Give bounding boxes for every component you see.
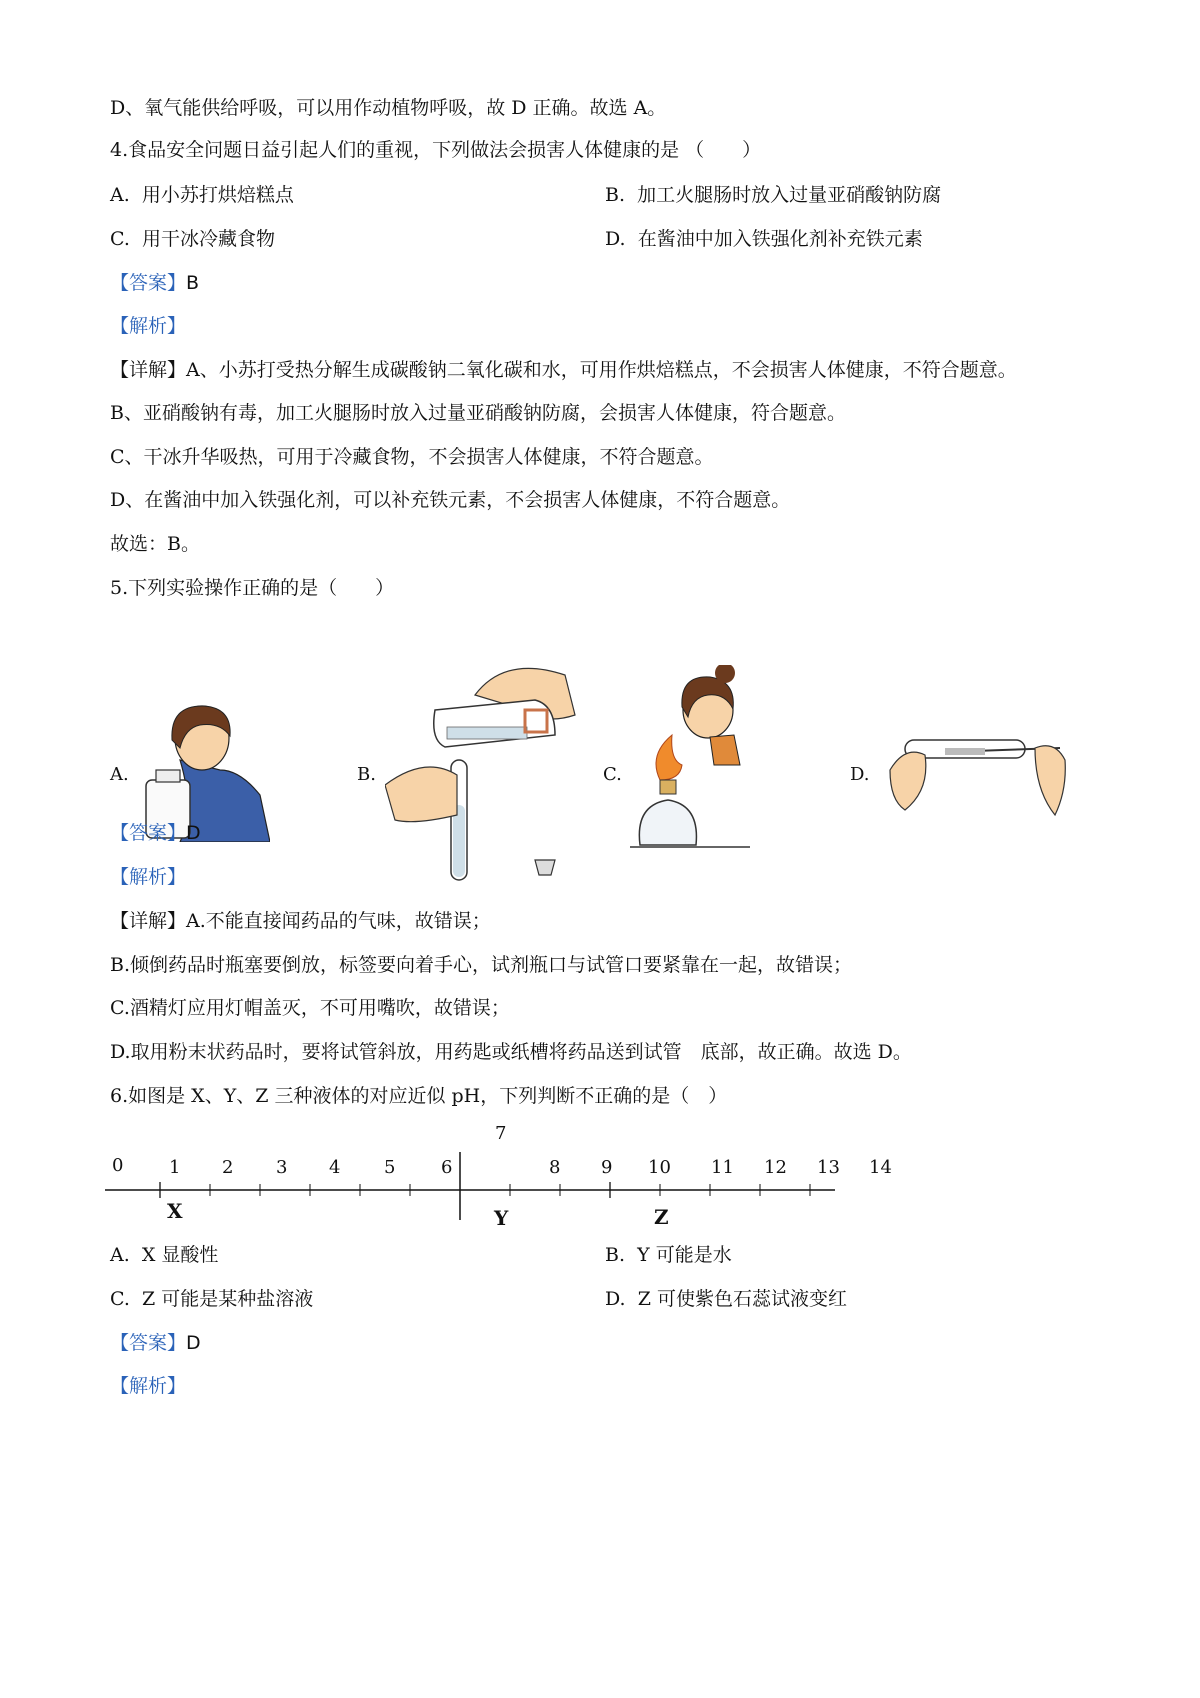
q4-option-d-text: 在酱油中加入铁强化剂补充铁元素 [637, 228, 923, 250]
ph-tick-label-13: 13 [817, 1157, 840, 1178]
q4-detail-2: C、干冰升华吸热，可用于冷藏食物，不会损害人体健康，不符合题意。 [110, 446, 714, 468]
q4-option-b-text: 加工火腿肠时放入过量亚硝酸钠防腐 [637, 184, 942, 206]
q5-figure-d-powder-tube [885, 730, 1070, 825]
q6-option-b [605, 1242, 732, 1268]
q5-figure-a-label: A. [110, 764, 129, 785]
q5-figure-b-pouring-liquid [385, 655, 585, 885]
ph-tick-label-9: 9 [601, 1157, 613, 1178]
q4-option-d-letter: D. [605, 228, 626, 250]
ph-tick-label-4: 4 [329, 1157, 341, 1178]
q4-detail-text-0: A、小苏打受热分解生成碳酸钠二氧化碳和水，可用作烘焙糕点，不会损害人体健康，不符合题意。 [186, 359, 1017, 381]
ph-marker-y: Y [494, 1206, 509, 1230]
ph-tick-label-0: 0 [112, 1155, 124, 1176]
q4-option-d [605, 226, 923, 252]
q4-option-b [605, 182, 941, 208]
ph-tick-label-8: 8 [549, 1157, 561, 1178]
ph-marker-x: X [167, 1199, 183, 1223]
q4-detail-tag: 【详解】 [110, 359, 187, 381]
q4-option-a-letter: A. [110, 184, 130, 206]
q6-analysis-tag: 【解析】 [110, 1375, 187, 1397]
q5-figure-d-label: D. [850, 764, 870, 785]
q4-option-c [110, 226, 275, 252]
q5-answer [110, 820, 201, 846]
ph-tick-label-12: 12 [764, 1157, 787, 1178]
q4-conclusion: 故选：B。 [110, 533, 200, 555]
q5-detail-0 [110, 908, 491, 934]
q6-option-d-text: Z 可使紫色石蕊试液变红 [637, 1288, 847, 1310]
q5-detail-2: C.酒精灯应用灯帽盖灭，不可用嘴吹，故错误； [110, 997, 510, 1019]
ph-tick-label-10: 10 [648, 1157, 671, 1178]
q6-option-d [605, 1286, 847, 1312]
q4-answer-value: B [186, 272, 200, 294]
q4-option-c-letter: C. [110, 228, 130, 250]
q6-answer-value: D [186, 1332, 201, 1354]
q5-figure-c-blowing-lamp [630, 665, 760, 880]
ph-tick-label-3: 3 [276, 1157, 288, 1178]
ph-tick-label-11: 11 [711, 1157, 734, 1178]
q6-option-c-letter: C. [110, 1288, 130, 1310]
q6-option-b-text: Y 可能是水 [637, 1244, 732, 1266]
q4-option-c-text: 用干冰冷藏食物 [142, 228, 276, 250]
q6-option-d-letter: D. [605, 1288, 626, 1310]
ph-tick-label-7: 7 [495, 1123, 507, 1144]
q4-detail-0 [110, 357, 1017, 383]
q4-detail-3: D、在酱油中加入铁强化剂，可以补充铁元素，不会损害人体健康，不符合题意。 [110, 489, 791, 511]
q4-answer-tag: 【答案】 [110, 272, 187, 294]
ph-tick-label-5: 5 [384, 1157, 396, 1178]
q5-detail-tag: 【详解】 [110, 910, 187, 932]
ph-tick-label-2: 2 [222, 1157, 234, 1178]
q5-stem: 5.下列实验操作正确的是（ ） [110, 577, 395, 599]
q6-option-a-text: X 显酸性 [141, 1244, 219, 1266]
prev-answer-line: D、氧气能供给呼吸，可以用作动植物呼吸，故 D 正确。故选 A。 [110, 97, 667, 119]
q5-detail-3: D.取用粉末状药品时，要将试管斜放，用药匙或纸槽将药品送到试管 底部，故正确。故选 D。 [110, 1041, 912, 1063]
q4-option-b-letter: B. [605, 184, 626, 206]
ph-marker-z: Z [654, 1205, 669, 1229]
q6-answer-tag: 【答案】 [110, 1332, 187, 1354]
q4-detail-1: B、亚硝酸钠有毒，加工火腿肠时放入过量亚硝酸钠防腐，会损害人体健康，符合题意。 [110, 402, 846, 424]
q6-option-b-letter: B. [605, 1244, 626, 1266]
q4-option-a [110, 182, 294, 208]
q5-answer-value: D [186, 822, 201, 844]
ph-tick-label-1: 1 [169, 1157, 181, 1178]
q5-answer-tag: 【答案】 [110, 822, 187, 844]
q6-option-a-letter: A. [110, 1244, 130, 1266]
ph-tick-label-6: 6 [441, 1157, 453, 1178]
q5-figure-b-label: B. [357, 764, 376, 785]
ph-tick-label-14: 14 [869, 1157, 892, 1178]
q6-option-c [110, 1286, 313, 1312]
q4-option-a-text: 用小苏打烘焙糕点 [141, 184, 294, 206]
q6-option-a [110, 1242, 218, 1268]
q4-analysis-tag: 【解析】 [110, 315, 187, 337]
q5-figure-c-label: C. [603, 764, 622, 785]
q6-answer [110, 1330, 201, 1356]
q4-stem: 4.食品安全问题日益引起人们的重视，下列做法会损害人体健康的是 （ ） [110, 139, 762, 161]
q5-analysis-tag: 【解析】 [110, 866, 187, 888]
q6-stem: 6.如图是 X、Y、Z 三种液体的对应近似 pH，下列判断不正确的是（ ） [110, 1085, 728, 1107]
q4-answer [110, 270, 199, 296]
q6-option-c-text: Z 可能是某种盐溶液 [142, 1288, 314, 1310]
q6-ph-scale-line [105, 1130, 840, 1230]
q5-detail-text-0: A.不能直接闻药品的气味，故错误； [186, 910, 491, 932]
q5-detail-1: B.倾倒药品时瓶塞要倒放，标签要向着手心，试剂瓶口与试管口要紧靠在一起，故错误； [110, 954, 853, 976]
